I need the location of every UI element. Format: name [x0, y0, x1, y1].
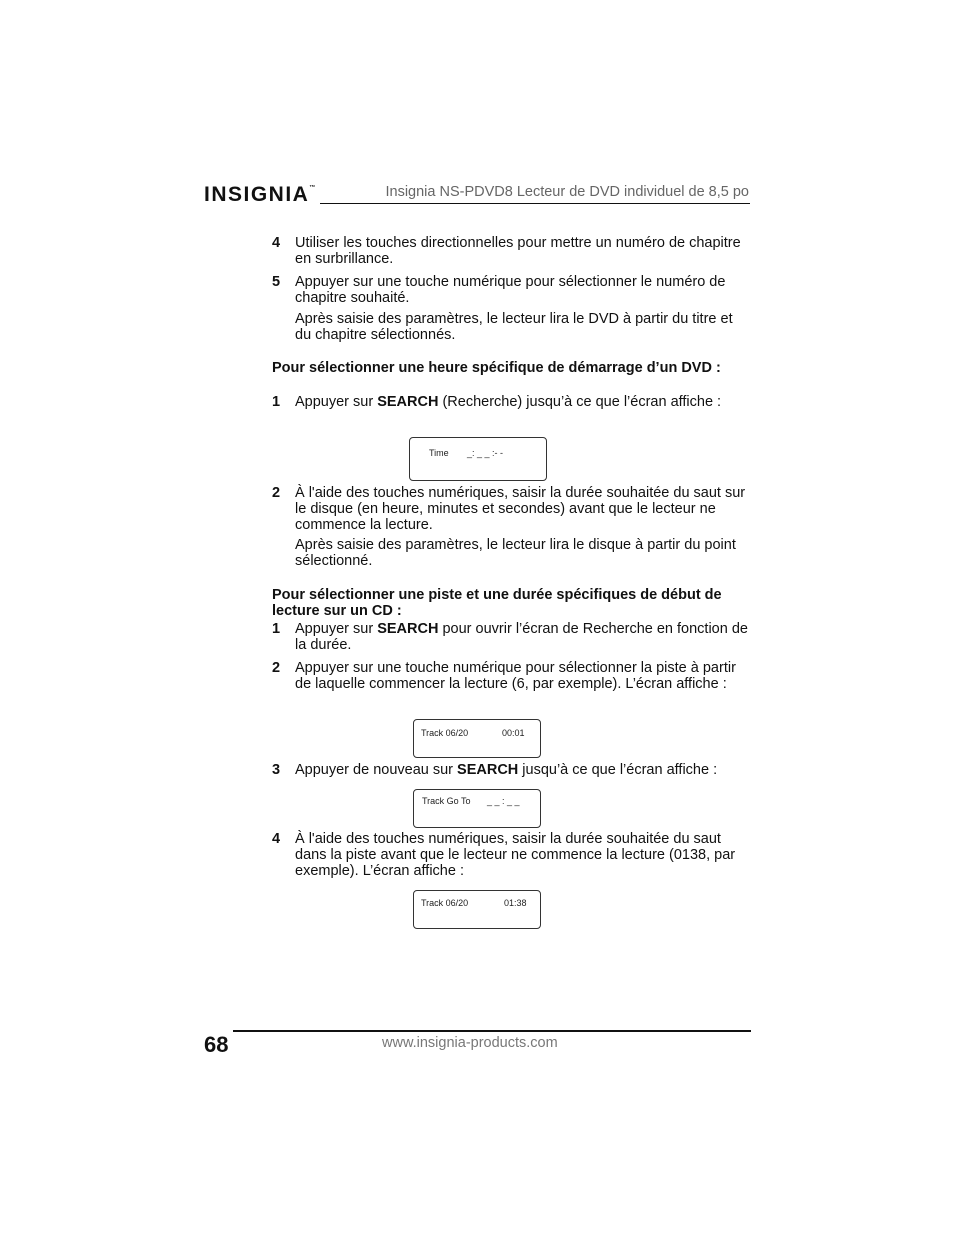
page-number: 68 — [204, 1032, 229, 1057]
step-4-chapter — [272, 235, 752, 267]
step-number: 2 — [272, 485, 281, 501]
step-number: 2 — [272, 660, 281, 676]
screen-label: Track 06/20 — [421, 898, 469, 908]
insignia-logo: INSIGNIA™ — [204, 183, 316, 206]
paragraph-after-dvd: Après saisie des paramètres, le lecteur lira le disque à partir du point sélectionné. — [295, 537, 736, 569]
search-key-label: SEARCH — [377, 621, 439, 637]
step-number: 1 — [272, 621, 281, 637]
footer-rule — [233, 1030, 751, 1032]
step-text: Appuyer sur SEARCH (Recherche) jusqu’à ce que l’écran affiche : — [295, 394, 722, 410]
screen-display-track-2 — [413, 890, 541, 929]
step-number: 4 — [272, 831, 281, 847]
screen-label: Time — [429, 448, 449, 458]
footer-url: www.insignia-products.com — [382, 1035, 558, 1051]
step-number: 3 — [272, 762, 281, 778]
step-text: À l'aide des touches numériques, saisir la durée souhaitée du saut sur le disque (en heure, minutes et secondes) avant que le lecteur ne commence la lecture. — [295, 485, 746, 533]
screen-display-time — [409, 437, 547, 481]
step-2-dvd-enter-time — [272, 485, 752, 533]
header-title: Insignia NS-PDVD8 Lecteur de DVD individuel de 8,5 po — [385, 184, 749, 200]
screen-value: _ _ : _ _ — [487, 796, 520, 806]
step-number: 4 — [272, 235, 281, 251]
screen-display-track-goto — [413, 789, 541, 828]
step-number: 5 — [272, 274, 281, 290]
screen-display-track-1 — [413, 719, 541, 758]
step-5-chapter — [272, 274, 752, 306]
step-text: Utiliser les touches directionnelles pour mettre un numéro de chapitre en surbrillance. — [295, 235, 741, 267]
step-text: Appuyer sur une touche numérique pour sélectionner le numéro de chapitre souhaité. — [295, 274, 726, 306]
screen-label: Track 06/20 — [421, 728, 469, 738]
step-3-cd-search-again — [272, 762, 752, 778]
screen-value: _: _ _ :- - — [467, 448, 504, 458]
screen-label: Track Go To — [422, 796, 471, 806]
step-1-cd-search — [272, 621, 752, 653]
step-text: Appuyer de nouveau sur SEARCH jusqu’à ce que l’écran affiche : — [295, 762, 718, 778]
step-2-cd-track — [272, 660, 752, 692]
search-key-label: SEARCH — [457, 762, 519, 778]
header-rule — [320, 203, 750, 204]
heading-cd-track: Pour sélectionner une piste et une durée spécifiques de début de lecture sur un CD : — [272, 587, 722, 619]
screen-value: 00:01 — [502, 728, 525, 738]
step-text: À l'aide des touches numériques, saisir la durée souhaitée du saut dans la piste avant que le lecteur ne commence la lecture (0138, par exemple). L’écran affiche : — [295, 831, 736, 879]
paragraph-after-chapter: Après saisie des paramètres, le lecteur lira le DVD à partir du titre et du chapitre sélectionnés. — [295, 311, 733, 343]
step-text: Appuyer sur une touche numérique pour sélectionner la piste à partir de laquelle commencer la lecture (6, par exemple). L’écran affiche : — [295, 660, 736, 692]
step-4-cd-enter-time — [272, 831, 752, 879]
step-text: Appuyer sur SEARCH pour ouvrir l’écran de Recherche en fonction de la durée. — [295, 621, 748, 653]
step-1-dvd-search — [272, 394, 752, 410]
screen-value: 01:38 — [504, 898, 527, 908]
heading-dvd-time: Pour sélectionner une heure spécifique de démarrage d’un DVD : — [272, 360, 721, 376]
search-key-label: SEARCH — [377, 394, 439, 410]
step-number: 1 — [272, 394, 281, 410]
